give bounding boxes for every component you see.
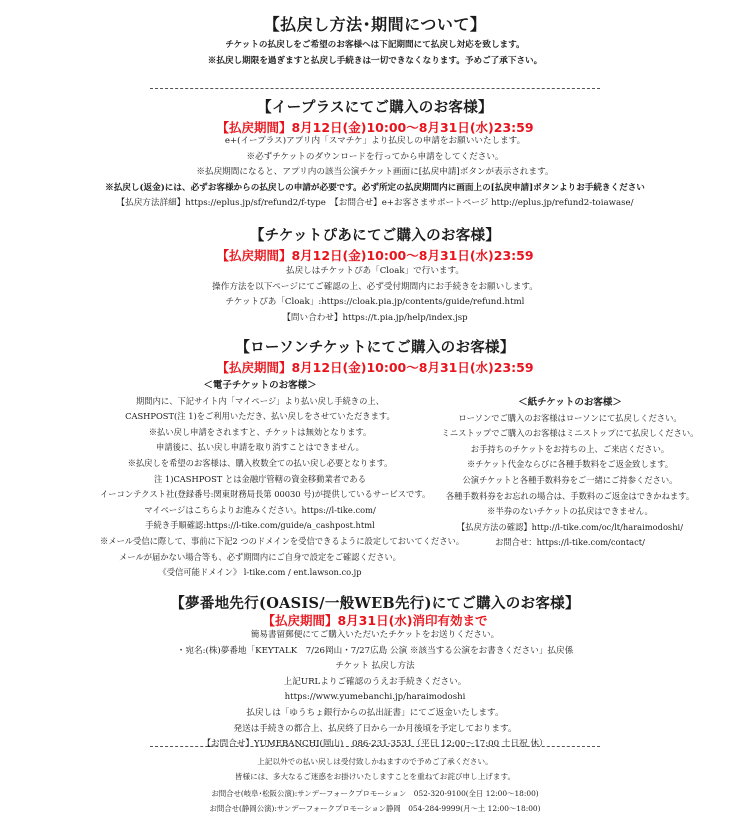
- footer-line: 皆様には、多大なるご迷惑をお掛けいたしますことを重ねてお詫び申し上げます。: [234, 772, 516, 781]
- e-ticket-line: CASHPOST(注 1)をご利用いただき、払い戻しをさせていただきます。: [125, 411, 395, 422]
- yumebanchi-link[interactable]: https://www.yumebanchi.jp/haraimodoshi: [284, 692, 466, 703]
- e-ticket-line: ※払い戻し申請をされますと、チケットは無効となります。: [148, 426, 372, 437]
- footer-contacts: [0, 786, 750, 816]
- paper-ticket-method-link[interactable]: 【払戻方法の確認】http://l-tike.com/oc/lt/haraimodoshi/: [456, 521, 683, 532]
- divider: [150, 746, 600, 747]
- lawson-refund-period: 【払戻期間】8月12日(金)10:00～8月31日(水)23:59: [216, 360, 534, 375]
- eplus-line: ※払戻し(返金)には、必ずお客様からの払戻しの申請が必要です。必ず所定の払戻期間内に画面上の[払戻申請]ボタンよりお手続きください: [105, 182, 645, 193]
- divider: [150, 88, 600, 89]
- paper-ticket-contact-link[interactable]: お問合せ：https://l-tike.com/contact/: [495, 537, 645, 548]
- yumebanchi-contact: 【お問合せ】YUMEBANCHI(岡山) 086-231-3531（平日 12:00～17:00 土日祝 休）: [202, 739, 548, 750]
- eplus-line: ※払戻期間になると、アプリ内の該当公演チケット画面に[払戻申請]ボタンが表示されます。: [196, 167, 554, 178]
- e-ticket-line: 注 1)CASHPOST とは金融庁管轄の資金移動業者である: [154, 473, 366, 484]
- yumebanchi-line: チケット 払戻し方法: [335, 661, 415, 672]
- e-ticket-heading: ＜電子チケットのお客様＞: [203, 380, 317, 391]
- pia-line: 操作方法を以下ページにてご確認の上、必ず受付期間内にお手続きをお願いします。: [212, 281, 538, 292]
- yumebanchi-refund-period: 【払戻期間】8月31日(水)消印有効まで: [262, 613, 488, 628]
- paper-ticket-line: ※チケット代金ならびに各種手数料をご返金致します。: [466, 459, 673, 470]
- footer-notice: [0, 754, 750, 784]
- e-ticket-line: 申請後に、払い戻し申請を取り消すことはできません。: [156, 442, 364, 453]
- footer-line: 上記以外での払い戻しは受付致しかねますので予めご了承ください。: [257, 757, 493, 766]
- paper-ticket-line: ローソンでご購入のお客様はローソンにて払戻しください。: [458, 412, 682, 423]
- lawson-paper-ticket-column: [420, 395, 720, 551]
- e-ticket-guide-link[interactable]: 手続き手順確認:https://l-tike.com/guide/a_cashpost.html: [145, 520, 375, 531]
- lawson-e-ticket-column: [100, 378, 465, 581]
- yumebanchi-line: 発送は手続きの都合上、払戻終了日から一か月後頃を予定しております。: [233, 723, 517, 734]
- paper-ticket-line: 各種手数料券をお忘れの場合は、手数料のご返金はできかねます。: [445, 490, 695, 501]
- pia-contact-link[interactable]: 【問い合わせ】https://t.pia.jp/help/index.jsp: [282, 312, 468, 323]
- pia-refund-period: 【払戻期間】8月12日(金)10:00～8月31日(水)23:59: [216, 248, 534, 263]
- yumebanchi-line: 上記URLよりご確認のうえお手続きください。: [283, 676, 467, 687]
- paper-ticket-line: 公演チケットと各種手数料券をご一緒にご持参ください。: [462, 474, 678, 485]
- pia-section-title: 【チケットぴあにてご購入のお客様】: [249, 227, 501, 244]
- yumebanchi-section-title: 【夢番地先行(OASIS/一般WEB先行)にてご購入のお客様】: [170, 595, 580, 612]
- eplus-section-title: 【イープラスにてご購入のお客様】: [257, 99, 493, 116]
- e-ticket-mypage-link[interactable]: マイページはこちらよりお進みください。https://l-tike.com/: [144, 504, 376, 515]
- e-ticket-line: ※払戻しを希望のお客様は、購入枚数全ての払い戻し必要となります。: [127, 457, 393, 468]
- page-title: 【払戻し方法･期間について】: [263, 15, 487, 34]
- eplus-refund-period: 【払戻期間】8月12日(金)10:00～8月31日(水)23:59: [216, 120, 534, 135]
- e-ticket-line: ※メール受信に際して、事前に下記2 つのドメインを受信できるように設定しておいてください。: [100, 535, 465, 546]
- e-ticket-line: メールが届かない場合等も、必ず期間内にご自身で設定をご確認ください。: [119, 551, 401, 562]
- header-notice: [0, 38, 750, 69]
- footer-contact: お問合せ(静岡公演):サンデーフォークプロモーション静岡 054-284-9999(月～土 12:00～18:00): [209, 804, 541, 813]
- eplus-links[interactable]: 【払戻方法詳細】https://eplus.jp/sf/refund2/f-type 【お問合せ】e+お客さまサポートページ http://eplus.jp/refund2-toiawase/: [116, 198, 634, 209]
- lawson-section-title: 【ローソンチケットにてご購入のお客様】: [235, 339, 515, 356]
- paper-ticket-line: ミニストップでご購入のお客様はミニストップにて払戻しください。: [441, 428, 699, 439]
- eplus-body: [0, 134, 750, 212]
- pia-cloak-link[interactable]: チケットぴあ「Cloak」:https://cloak.pia.jp/contents/guide/refund.html: [225, 297, 525, 308]
- e-ticket-line: イーコンテクスト社(登録番号:関東財務局長第 00030 号)が提供しているサービスです。: [100, 489, 431, 500]
- footer-contact: お問合せ(岐阜･松阪公演):サンデーフォークプロモーション 052-320-9100(全日 12:00～18:00): [211, 789, 539, 798]
- paper-ticket-line: お手持ちのチケットをお持ちの上、ご来店ください。: [470, 443, 670, 454]
- yumebanchi-body: [0, 628, 750, 753]
- e-ticket-line: 期間内に、下記サイト内「マイページ」より払い戻し手続きの上、: [136, 395, 384, 406]
- yumebanchi-line: 払戻しは「ゆうちょ銀行からの払出証書」にてご返金いたします。: [246, 707, 504, 718]
- pia-body: [0, 264, 750, 326]
- pia-line: 払戻しはチケットぴあ「Cloak」で行います。: [285, 266, 465, 276]
- header-line: ※払戻し期限を過ぎますと払戻し手続きは一切できなくなります。予めご了承下さい。: [207, 55, 543, 66]
- header-line: チケットの払戻しをご希望のお客様へは下記期間にて払戻し対応を致します。: [225, 40, 525, 50]
- eplus-line: e+(イープラス)アプリ内「スマチケ」より払戻しの申請をお願いいたします。: [224, 136, 526, 146]
- yumebanchi-line: ・宛名:(株)夢番地「KEYTALK 7/26岡山・7/27広島 公演 ※該当する公演をお書きください」払戻係: [176, 645, 574, 656]
- yumebanchi-line: 簡易書留郵便にてご購入いただいたチケットをお送りください。: [250, 630, 500, 640]
- paper-ticket-heading: ＜紙チケットのお客様＞: [518, 397, 622, 408]
- e-ticket-line: 《受信可能ドメイン》 l-tike.com / ent.lawson.co.jp: [158, 567, 362, 578]
- paper-ticket-line: ※半券のないチケットの払戻はできません。: [487, 506, 653, 517]
- eplus-line: ※必ずチケットのダウンロードを行ってから申請をしてください。: [246, 151, 504, 162]
